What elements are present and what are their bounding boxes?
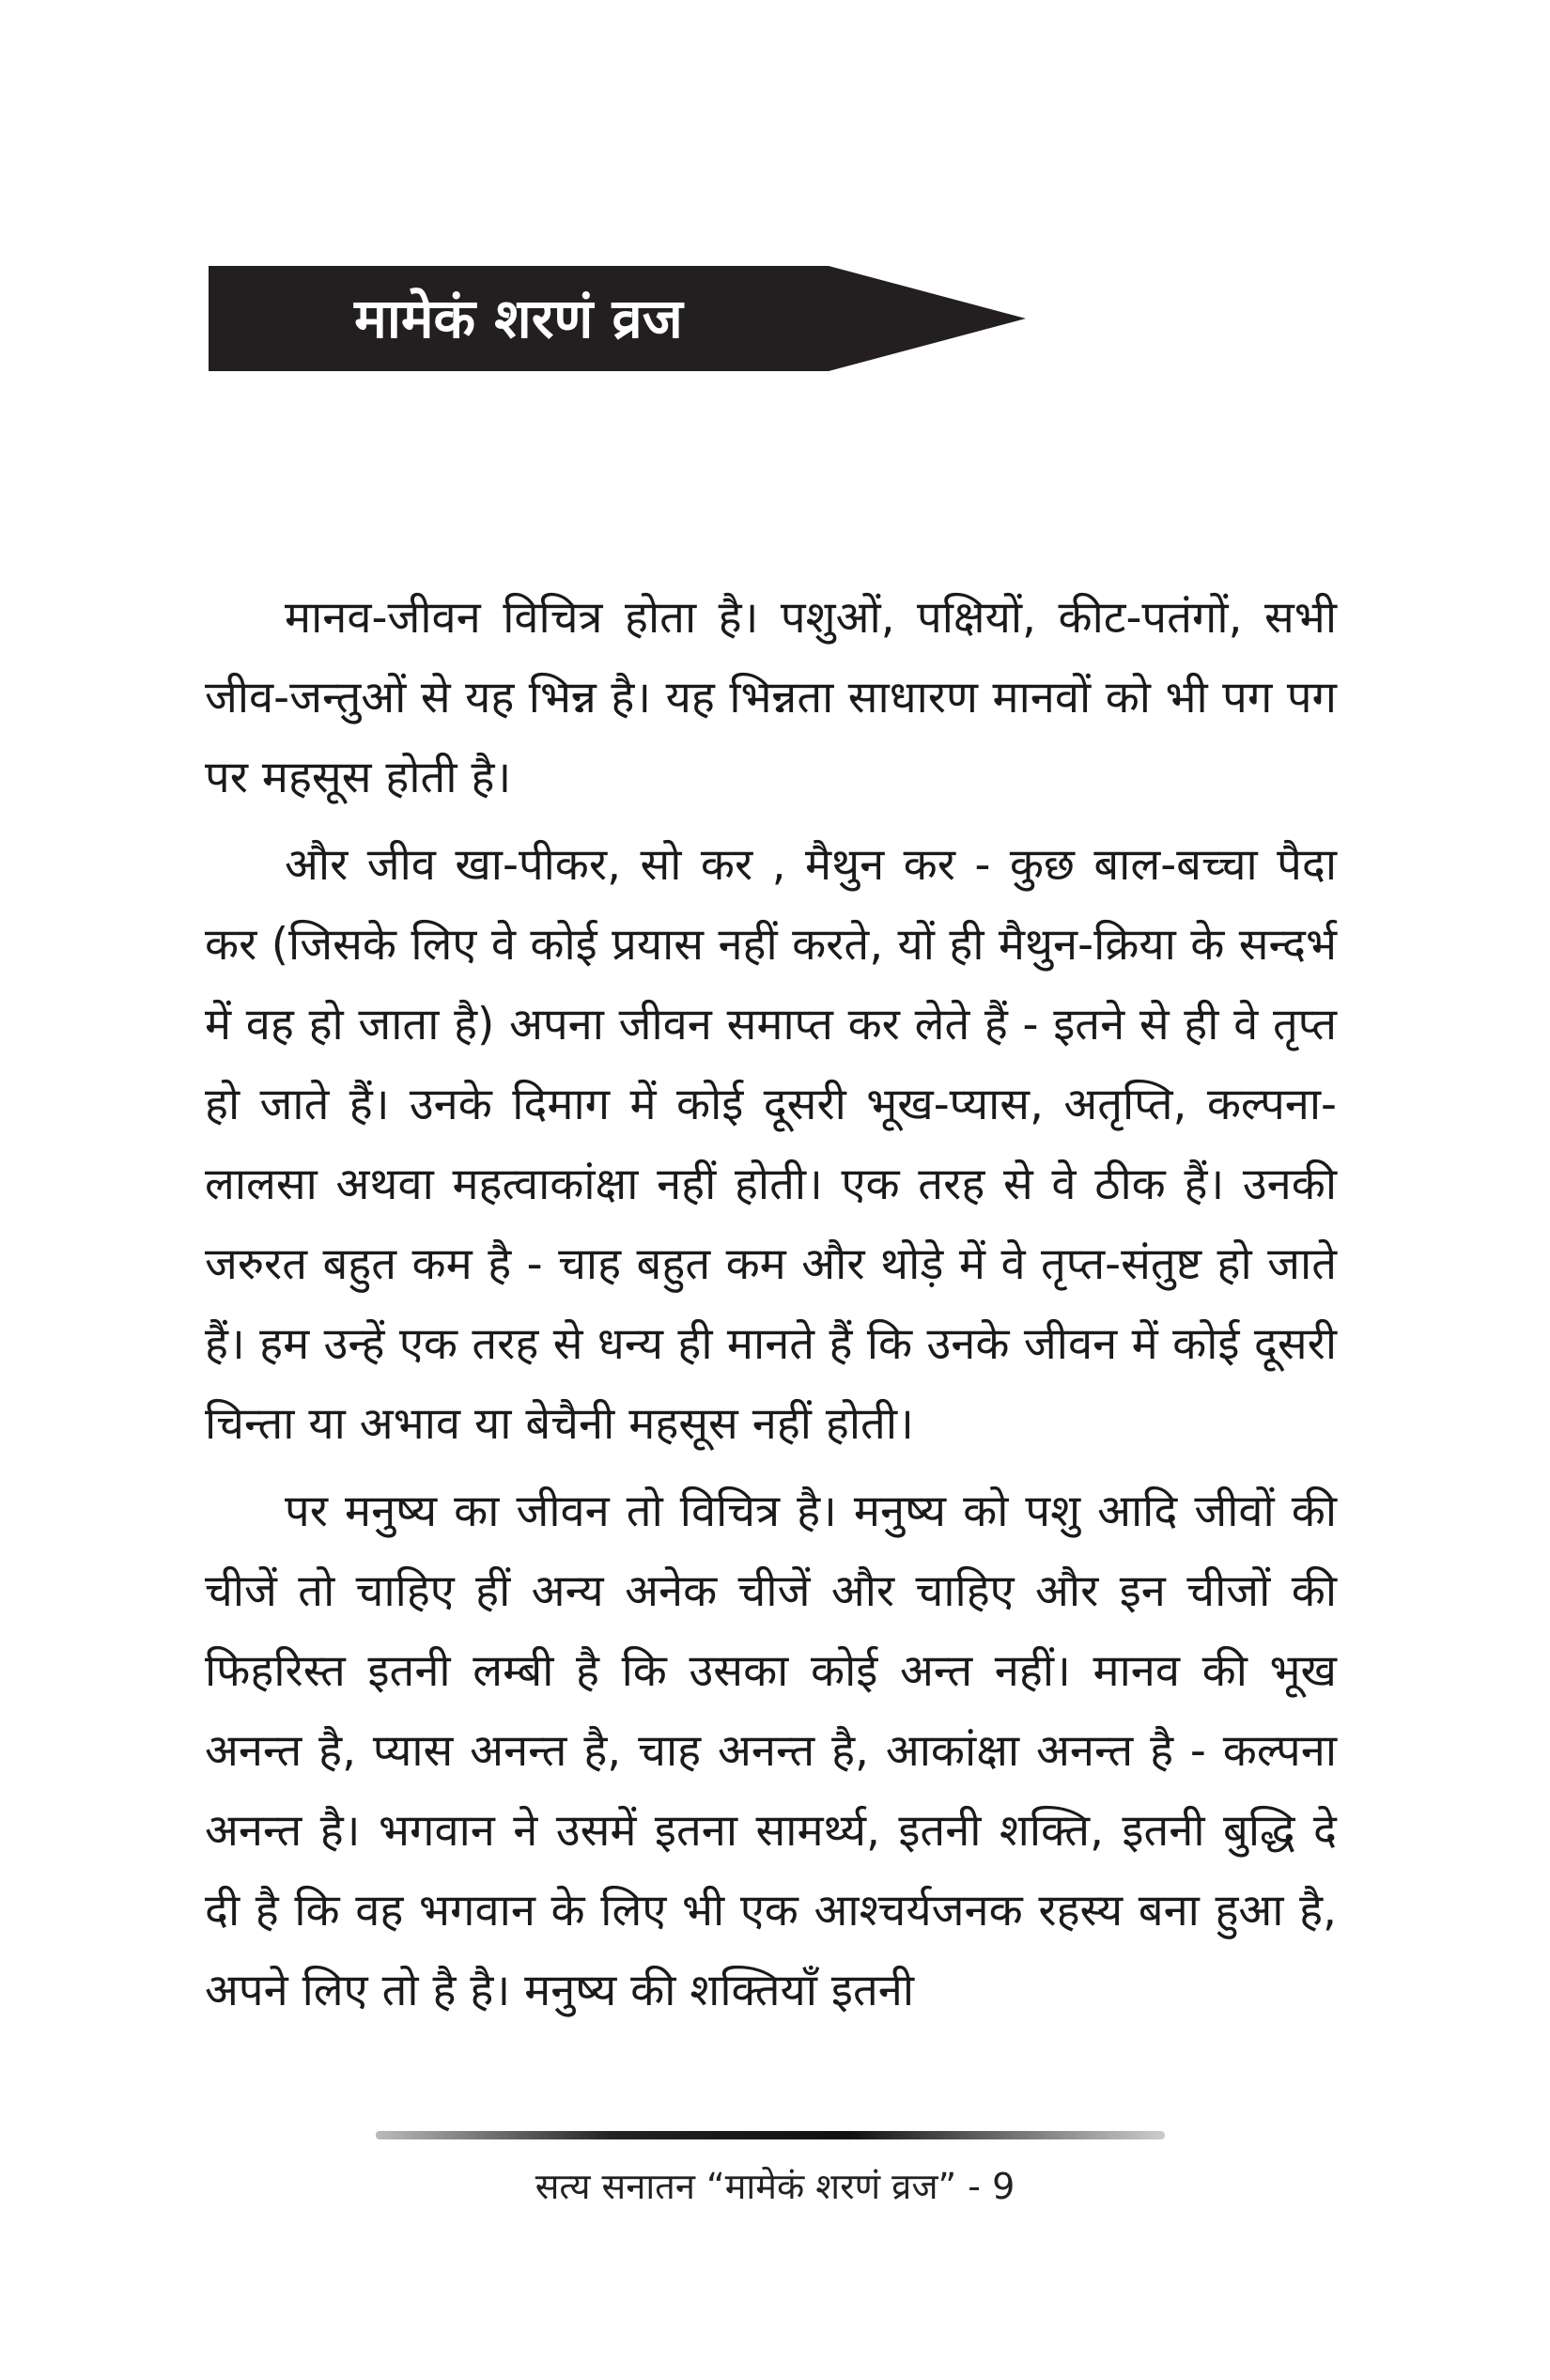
paragraph-3: पर मनुष्य का जीवन तो विचित्र है। मनुष्य को पशु आदि जीवों की चीजें तो चाहिए हीं अन्य अनेक चीजें और चाहिए और इन चीजों की फिहरिस्त इतनी लम्बी है कि उसका कोई अन्त नहीं। मानव की भूख अनन्त है, प्यास अनन्त है, चाह अनन्त है, आकांक्षा अनन्त है - कल्पना अनन्त है। भगवान ने उसमें इतना सामर्थ्य, इतनी शक्ति, इतनी बुद्धि दे दी है कि वह भगवान के लिए भी एक आश्चर्यजनक रहस्य बना हुआ है, अपने लिए तो है है। मनुष्य की शक्तियाँ इतनी bbox=[205, 1486, 1337, 2016]
paragraph-2: और जीव खा-पीकर, सो कर , मैथुन कर - कुछ बाल-बच्चा पैदा कर (जिसके लिए वे कोई प्रयास नहीं करते, यों ही मैथुन-क्रिया के सन्दर्भ में वह हो जाता है) अपना जीवन समाप्त कर लेते हैं - इतने से ही वे तृप्त हो जाते हैं। उनके दिमाग में कोई दूसरी भूख-प्यास, अतृप्ति, कल्पना-लालसा अथवा महत्वाकांक्षा नहीं होती। एक तरह से वे ठीक हैं। उनकी जरुरत बहुत कम है - चाह बहुत कम और थोड़े में वे तृप्त-संतुष्ट हो जाते हैं। हम उन्हें एक तरह से धन्य ही मानते हैं कि उनके जीवन में कोई दूसरी चिन्ता या अभाव या बेचैनी महसूस नहीं होती। bbox=[205, 839, 1338, 1450]
chapter-title-banner bbox=[209, 266, 1026, 371]
paragraph-1: मानव-जीवन विचित्र होता है। पशुओं, पक्षियों, कीट-पतंगों, सभी जीव-जन्तुओं से यह भिन्न है। यह भिन्नता साधारण मानवों को भी पग पग पर महसूस होती है। bbox=[205, 592, 1337, 803]
chapter-title: मामेकं शरणं व्रज bbox=[354, 287, 683, 350]
page-footer: सत्य सनातन “मामेकं शरणं व्रज” - 9 bbox=[535, 2166, 1015, 2207]
body-text bbox=[205, 578, 1337, 2038]
footer-divider bbox=[376, 2131, 1165, 2139]
